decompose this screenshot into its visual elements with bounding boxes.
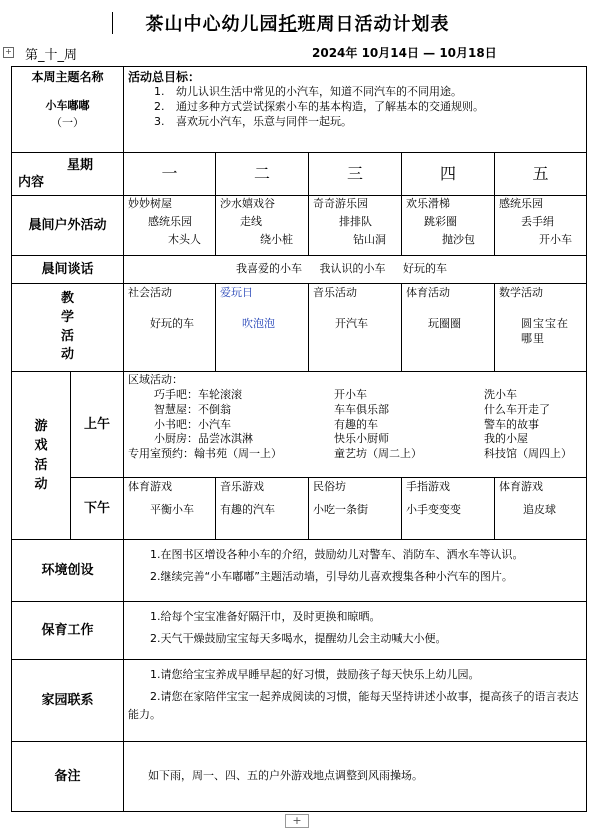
table-move-handle-icon[interactable]: + <box>3 47 14 58</box>
home-row <box>12 660 587 742</box>
theme-label: 本周主题名称 <box>31 70 104 84</box>
teaching-cell-tue: 爱玩日 吹泡泡 <box>216 284 309 372</box>
environment-row <box>12 540 587 602</box>
morning-talk-row <box>12 256 587 284</box>
outdoor-cell-thu: 欢乐滑梯 跳彩圈 抛沙包 <box>402 196 495 256</box>
room-booking-row: 专用室预约：翰书苑（周一上） 童艺坊（周二上） 科技馆（周四上） <box>128 447 573 461</box>
teaching-cell-wed: 音乐活动 开汽车 <box>309 284 402 372</box>
care-row <box>12 602 587 660</box>
corner-cell: 星期 内容 <box>12 153 124 196</box>
care-label: 保育工作 <box>12 602 124 660</box>
teaching-cell-fri: 数学活动 圆宝宝在哪里 <box>495 284 587 372</box>
teaching-cell-thu: 体育活动 玩圈圈 <box>402 284 495 372</box>
day-header-row <box>12 153 587 196</box>
theme-part: （一） <box>51 116 84 130</box>
theme-row <box>12 67 587 153</box>
teaching-row <box>12 284 587 372</box>
goals-cell <box>124 67 587 153</box>
area-activities-cell <box>124 372 587 478</box>
date-range: 2024年 10月14日 — 10月18日 <box>312 46 497 60</box>
day-tue: 二 <box>216 153 309 196</box>
outdoor-cell-wed: 奇奇游乐园 排排队 钻山洞 <box>309 196 402 256</box>
notes-label: 备注 <box>12 742 124 812</box>
goal-item: 2. 通过多种方式尝试探索小车的基本构造，了解基本的交通规则。 <box>154 100 485 114</box>
week-label: 第_十_周 <box>25 48 78 63</box>
care-content: 1.给每个宝宝准备好隔汗巾，及时更换和晾晒。 2.天气干燥鼓励宝宝每天多喝水，提醒幼儿会主动喊大小便。 <box>124 602 587 660</box>
title-kindergarten: 茶山中心幼儿园 <box>145 14 279 35</box>
page-title <box>0 10 595 36</box>
outdoor-cell-mon: 妙妙树屋 感统乐园 木头人 <box>124 196 216 256</box>
area-title: 区域活动： <box>128 373 184 386</box>
games-afternoon-row <box>12 478 587 540</box>
teaching-label: 教 学 活 动 <box>12 284 124 372</box>
afternoon-cell-fri: 体育游戏 追皮球 <box>495 478 587 540</box>
afternoon-cell-tue: 音乐游戏 有趣的汽车 <box>216 478 309 540</box>
title-class[interactable]: 托 <box>278 14 298 35</box>
morning-outdoor-row <box>12 196 587 256</box>
afternoon-cell-mon: 体育游戏 平衡小车 <box>124 478 216 540</box>
afternoon-cell-thu: 手指游戏 小手变变变 <box>402 478 495 540</box>
goal-item: 3. 喜欢玩小汽车，乐意与同伴一起玩。 <box>154 114 353 128</box>
goal-item: 1. 幼儿认识生活中常见的小汽车，知道不同汽车的不同用途。 <box>154 85 463 99</box>
notes-content: 如下雨，周一、四、五的户外游戏地点调整到风雨操场。 <box>124 742 587 812</box>
outdoor-cell-fri: 感统乐园 丢手绢 开小车 <box>495 196 587 256</box>
goals-title: 活动总目标： <box>128 70 201 84</box>
day-fri: 五 <box>495 153 587 196</box>
day-mon: 一 <box>124 153 216 196</box>
theme-name: 小车嘟嘟 <box>45 99 90 113</box>
add-row-icon[interactable]: + <box>285 814 309 828</box>
day-wed: 三 <box>309 153 402 196</box>
day-thu: 四 <box>402 153 495 196</box>
games-morning-label: 上午 <box>71 372 124 478</box>
morning-talk-topics: 我喜爱的小车 我认识的小车 好玩的车 <box>124 256 587 284</box>
outdoor-cell-tue: 沙水嬉戏谷 走线 绕小桩 <box>216 196 309 256</box>
theme-cell <box>12 67 124 153</box>
notes-row <box>12 742 587 812</box>
teaching-cell-mon: 社会活动 好玩的车 <box>124 284 216 372</box>
morning-outdoor-label: 晨间户外活动 <box>12 196 124 256</box>
games-morning-row <box>12 372 587 478</box>
games-afternoon-label: 下午 <box>71 478 124 540</box>
plan-table <box>11 66 587 812</box>
afternoon-cell-wed: 民俗坊 小吃一条街 <box>309 478 402 540</box>
games-label: 游 戏 活 动 <box>12 372 71 540</box>
home-content: 1.请您给宝宝养成早睡早起的好习惯，鼓励孩子每天快乐上幼儿园。 2.请您在家陪伴宝宝一起养成阅读的习惯，能每天坚持讲述小故事，提高孩子的语言表达能力。 <box>124 660 587 742</box>
area-activities-grid: 巧手吧：车轮滚滚 开小车 洗小车 智慧屋：不倒翁 车车俱乐部 什么车开走了 小书吧：小汽车 有趣的车 警车的故事 小厨房：品尝冰淇淋 快乐小厨师 我的小屋 <box>154 387 551 446</box>
environment-label: 环境创设 <box>12 540 124 602</box>
title-suffix: 班周日活动计划表 <box>297 14 450 35</box>
morning-talk-label: 晨间谈话 <box>12 256 124 284</box>
home-label: 家园联系 <box>12 660 124 742</box>
environment-content: 1.在图书区增设各种小车的介绍，鼓励幼儿对警车、消防车、洒水车等认识。 2.继续完善“小车嘟嘟”主题活动墙，引导幼儿喜欢搜集各种小汽车的图片。 <box>124 540 587 602</box>
